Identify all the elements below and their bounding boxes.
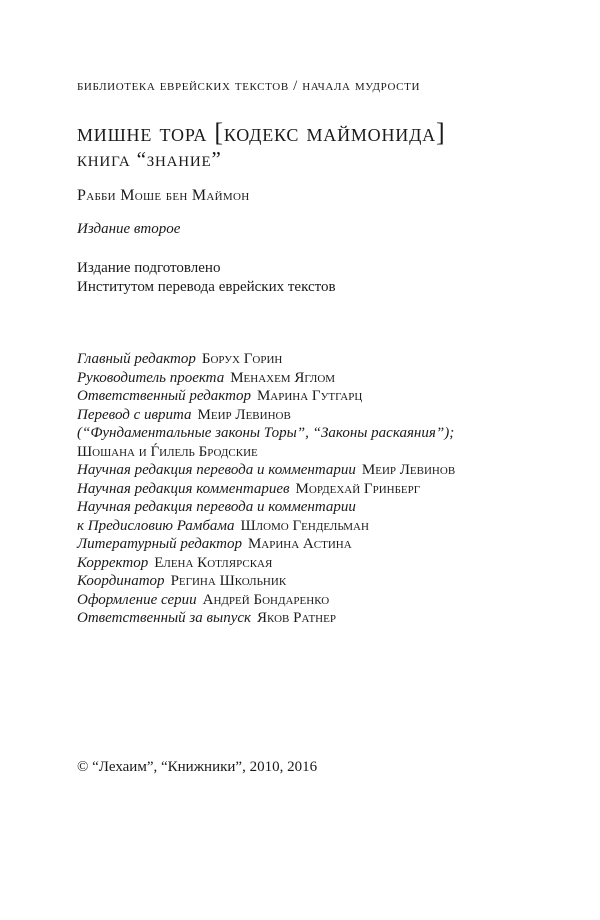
credit-role: Литературный редактор [77, 536, 242, 552]
credit-name: Менахем Яглом [230, 369, 336, 386]
credit-role: Главный редактор [77, 351, 196, 367]
credit-name: Шошана и Ѓилель Бродские [77, 443, 258, 460]
credit-row [77, 609, 460, 628]
credit-role: к Предисловию Рамбама [77, 517, 235, 534]
credit-name: Елена Котлярская [154, 554, 273, 571]
credits-list [77, 350, 460, 628]
credit-role: Оформление серии [77, 591, 197, 608]
credit-name: Регина Школьник [170, 573, 287, 589]
credit-row [77, 554, 460, 573]
edition: Издание второе [77, 221, 181, 237]
credit-role: Руководитель проекта [77, 369, 225, 386]
credit-role: Координатор [77, 573, 165, 589]
credit-name: Марина Астина [247, 536, 352, 552]
prepared-line: Институтом перевода еврейских текстов [77, 279, 336, 295]
prepared-line: Издание подготовлено [77, 260, 221, 276]
author: Рабби Моше бен Маймон [77, 187, 250, 204]
credit-name: Меир Левинов [197, 406, 291, 423]
credit-row [77, 480, 460, 499]
credit-row [77, 406, 460, 425]
credit-row [77, 517, 460, 536]
credit-row [77, 387, 460, 406]
credit-row [77, 498, 460, 517]
credit-role: Перевод с иврита [77, 406, 192, 423]
credit-row [77, 424, 460, 443]
credit-row [77, 535, 460, 554]
credit-name: Мордехай Гринберг [295, 480, 421, 497]
credit-row [77, 443, 460, 462]
credit-name: Андрей Бондаренко [202, 591, 330, 608]
book-title: мишне тора [кодекс маймонида] [77, 118, 446, 147]
credit-name: Яков Ратнер [257, 610, 336, 626]
credit-row [77, 591, 460, 610]
credit-role: (“Фундаментальные законы Торы”, “Законы раскаяния”); [77, 425, 455, 441]
credit-role: Корректор [77, 554, 149, 571]
credit-role: Научная редакция перевода и комментарии [77, 499, 356, 515]
credit-name: Меир Левинов [361, 462, 456, 478]
credit-role: Ответственный за выпуск [77, 610, 252, 626]
credit-row [77, 350, 460, 369]
credit-name: Борух Горин [201, 351, 283, 367]
credit-name: Марина Гутгарц [256, 388, 363, 404]
series-title: библиотека еврейских текстов / начала мудрости [77, 78, 420, 94]
credit-role: Научная редакция комментариев [77, 480, 290, 497]
credit-name: Шломо Гендельман [240, 517, 369, 534]
prepared-by [77, 259, 336, 297]
credit-row [77, 369, 460, 388]
credit-row [77, 461, 460, 480]
credit-role: Ответственный редактор [77, 388, 251, 404]
book-subtitle: книга “знание” [77, 147, 222, 171]
credit-row [77, 572, 460, 591]
credit-role: Научная редакция перевода и комментарии [77, 462, 356, 478]
copyright: © “Лехаим”, “Книжники”, 2010, 2016 [77, 759, 318, 775]
